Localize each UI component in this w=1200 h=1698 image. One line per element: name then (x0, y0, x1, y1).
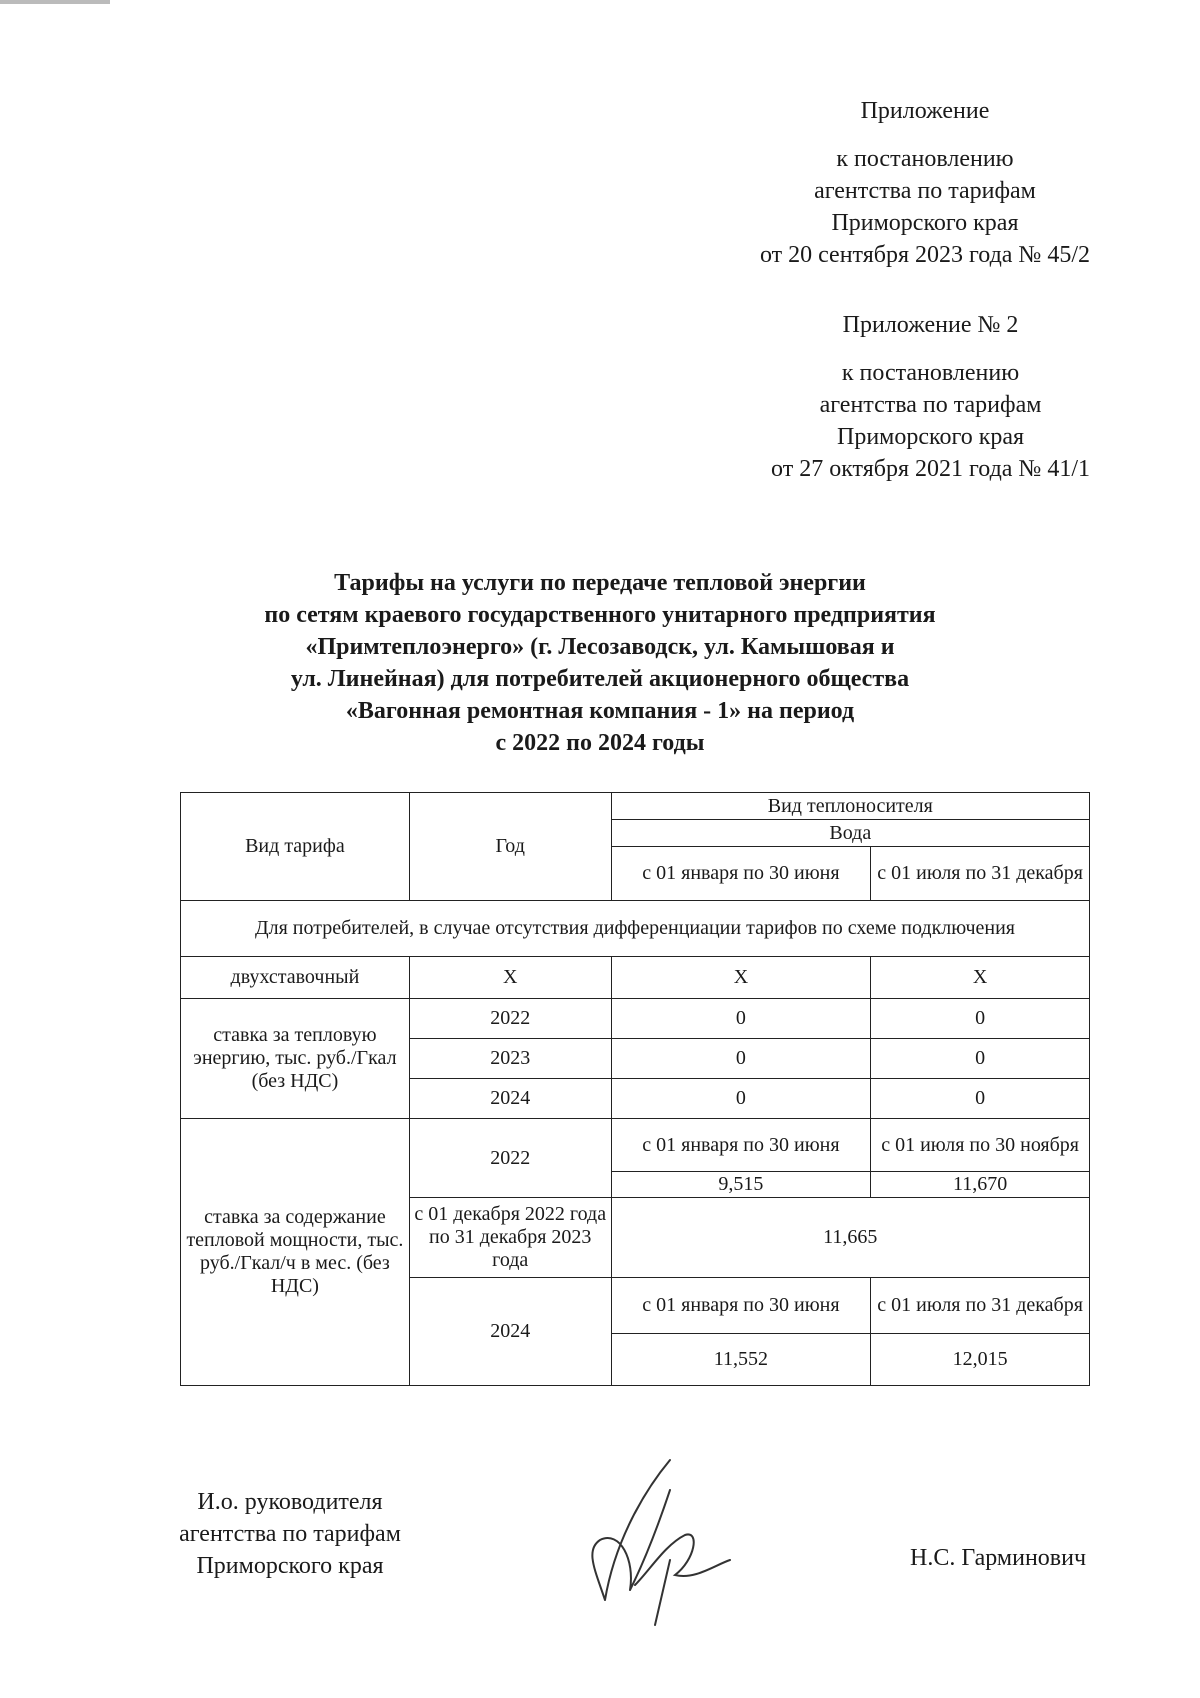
scan-edge-mark (0, 0, 110, 4)
header-year: Год (409, 793, 611, 901)
cell-value: 11,552 (611, 1334, 871, 1386)
cell-year: 2024 (409, 1079, 611, 1119)
appendix-current-block (760, 95, 1090, 271)
cell-value: Х (611, 957, 871, 999)
cell-year: 2023 (409, 1039, 611, 1079)
signatory-position (150, 1486, 430, 1582)
appendix-heading: Приложение (860, 98, 990, 124)
cell-value: 0 (871, 999, 1090, 1039)
signatory-line: И.о. руководителя (197, 1489, 383, 1515)
header-period-2: с 01 июля по 31 декабря (871, 847, 1090, 901)
cell-period-label: с 01 июля по 31 декабря (871, 1278, 1090, 1334)
appendix-line: к постановлению (841, 360, 1020, 386)
tariff-table (180, 792, 1090, 1386)
cell-value: 0 (611, 1039, 871, 1079)
signatory-line: агентства по тарифам (179, 1521, 401, 1547)
title-line: «Примтеплоэнерго» (г. Лесозаводск, ул. Камышовая и (305, 634, 895, 660)
cell-period-range: с 01 декабря 2022 года по 31 декабря 2023 года (409, 1198, 611, 1278)
appendix-line: от 27 октября 2021 года № 41/1 (771, 456, 1090, 482)
row-label-capacity-rate: ставка за содержание тепловой мощности, тыс. руб./Гкал/ч в мес. (без НДС) (181, 1119, 410, 1386)
title-line: ул. Линейная) для потребителей акционерного общества (290, 666, 910, 692)
cell-year: 2024 (409, 1278, 611, 1386)
cell-period-label: с 01 января по 30 июня (611, 1119, 871, 1172)
handwritten-signature (575, 1450, 735, 1630)
cell-value: 0 (611, 1079, 871, 1119)
section-label: Для потребителей, в случае отсутствия дифференциации тарифов по схеме подключения (181, 901, 1090, 957)
cell-value: 11,670 (871, 1172, 1090, 1198)
title-line: с 2022 по 2024 годы (495, 730, 705, 756)
appendix-line: Приморского края (836, 424, 1025, 450)
title-line: по сетям краевого государственного унитарного предприятия (264, 602, 936, 628)
cell-period-label: с 01 июля по 30 ноября (871, 1119, 1090, 1172)
cell-year: 2022 (409, 1119, 611, 1198)
document-title (100, 567, 1100, 759)
appendix-original-block (771, 309, 1090, 485)
appendix-line: агентства по тарифам (814, 178, 1036, 204)
cell-value: 0 (871, 1079, 1090, 1119)
appendix-line: Приморского края (831, 210, 1019, 236)
cell-value: 9,515 (611, 1172, 871, 1198)
appendix-line: от 20 сентября 2023 года № 45/2 (759, 242, 1090, 268)
header-period-1: с 01 января по 30 июня (611, 847, 871, 901)
cell-period-label: с 01 января по 30 июня (611, 1278, 871, 1334)
signatory-line: Приморского края (196, 1553, 384, 1579)
cell-value: 0 (871, 1039, 1090, 1079)
row-label-energy-rate: ставка за тепловую энергию, тыс. руб./Гкал (без НДС) (181, 999, 410, 1119)
title-line: Тарифы на услуги по передаче тепловой энергии (334, 570, 866, 596)
header-water: Вода (611, 820, 1089, 847)
appendix-line: к постановлению (836, 146, 1014, 172)
appendix-line: агентства по тарифам (819, 392, 1042, 418)
cell-value: 0 (611, 999, 871, 1039)
cell-value: Х (871, 957, 1090, 999)
header-tariff-type: Вид тарифа (181, 793, 410, 901)
header-carrier: Вид теплоносителя (611, 793, 1089, 820)
cell-year: Х (409, 957, 611, 999)
cell-year: 2022 (409, 999, 611, 1039)
title-line: «Вагонная ремонтная компания - 1» на период (345, 698, 855, 724)
cell-value: 11,665 (611, 1198, 1089, 1278)
cell-value: 12,015 (871, 1334, 1090, 1386)
appendix-heading: Приложение № 2 (842, 312, 1019, 338)
row-label: двухставочный (181, 957, 410, 999)
signatory-name: Н.С. Гарминович (910, 1545, 1087, 1571)
